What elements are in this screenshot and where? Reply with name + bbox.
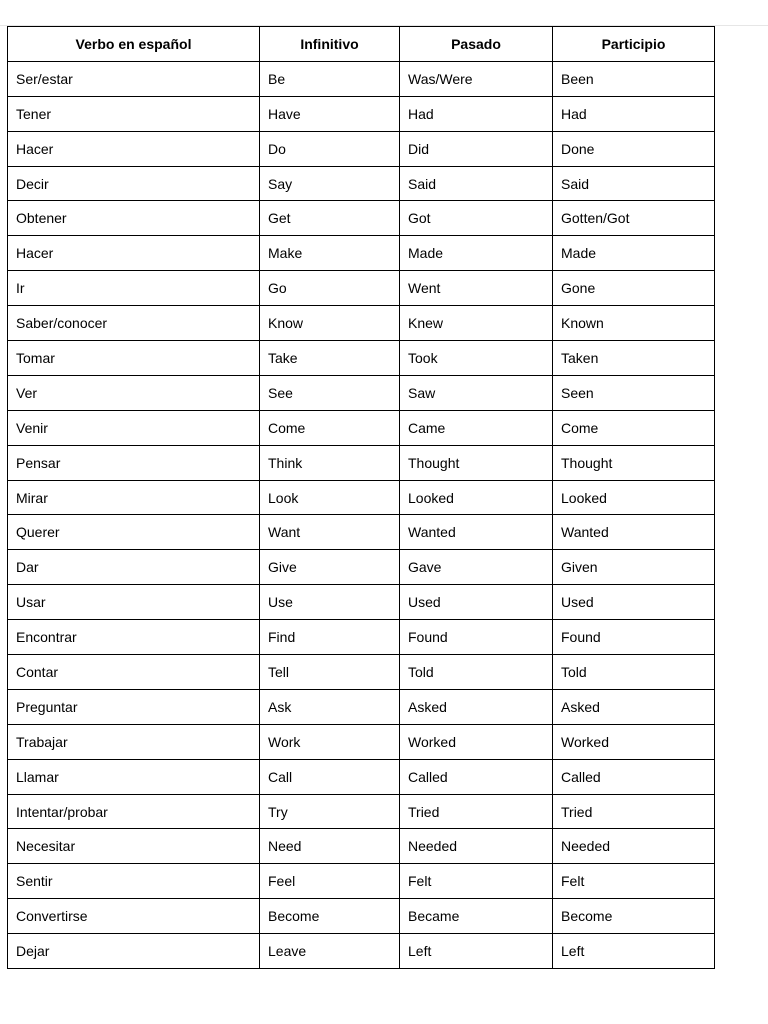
cell-spanish-verb: Trabajar bbox=[8, 724, 260, 759]
cell-past: Called bbox=[400, 759, 553, 794]
cell-participle: Tried bbox=[553, 794, 715, 829]
cell-infinitive: Try bbox=[260, 794, 400, 829]
cell-infinitive: Come bbox=[260, 410, 400, 445]
cell-infinitive: Know bbox=[260, 306, 400, 341]
cell-spanish-verb: Intentar/probar bbox=[8, 794, 260, 829]
table-row bbox=[8, 375, 715, 410]
table-row bbox=[8, 410, 715, 445]
cell-past: Knew bbox=[400, 306, 553, 341]
table-row bbox=[8, 899, 715, 934]
table-row bbox=[8, 131, 715, 166]
cell-participle: Known bbox=[553, 306, 715, 341]
cell-spanish-verb: Ver bbox=[8, 375, 260, 410]
cell-infinitive: Leave bbox=[260, 934, 400, 969]
cell-infinitive: Use bbox=[260, 585, 400, 620]
cell-participle: Done bbox=[553, 131, 715, 166]
table-row bbox=[8, 445, 715, 480]
cell-past: Tried bbox=[400, 794, 553, 829]
cell-spanish-verb: Convertirse bbox=[8, 899, 260, 934]
cell-spanish-verb: Preguntar bbox=[8, 689, 260, 724]
cell-spanish-verb: Llamar bbox=[8, 759, 260, 794]
table-row bbox=[8, 724, 715, 759]
cell-participle: Left bbox=[553, 934, 715, 969]
cell-spanish-verb: Venir bbox=[8, 410, 260, 445]
table-row bbox=[8, 864, 715, 899]
table-row bbox=[8, 829, 715, 864]
cell-participle: Seen bbox=[553, 375, 715, 410]
cell-spanish-verb: Necesitar bbox=[8, 829, 260, 864]
cell-infinitive: Have bbox=[260, 96, 400, 131]
table-body bbox=[8, 61, 715, 968]
cell-participle: Come bbox=[553, 410, 715, 445]
table-row bbox=[8, 515, 715, 550]
cell-spanish-verb: Contar bbox=[8, 655, 260, 690]
header-infinitive: Infinitivo bbox=[260, 27, 400, 62]
cell-participle: Told bbox=[553, 655, 715, 690]
cell-past: Came bbox=[400, 410, 553, 445]
header-participle: Participio bbox=[553, 27, 715, 62]
cell-participle: Been bbox=[553, 61, 715, 96]
cell-past: Said bbox=[400, 166, 553, 201]
cell-spanish-verb: Ser/estar bbox=[8, 61, 260, 96]
cell-infinitive: Call bbox=[260, 759, 400, 794]
table-row bbox=[8, 96, 715, 131]
table-row bbox=[8, 201, 715, 236]
cell-infinitive: Look bbox=[260, 480, 400, 515]
irregular-verbs-table bbox=[7, 26, 715, 969]
cell-infinitive: See bbox=[260, 375, 400, 410]
cell-past: Looked bbox=[400, 480, 553, 515]
table-row bbox=[8, 61, 715, 96]
cell-participle: Used bbox=[553, 585, 715, 620]
cell-spanish-verb: Sentir bbox=[8, 864, 260, 899]
cell-past: Had bbox=[400, 96, 553, 131]
cell-past: Became bbox=[400, 899, 553, 934]
cell-past: Thought bbox=[400, 445, 553, 480]
header-spanish-verb: Verbo en español bbox=[8, 27, 260, 62]
cell-spanish-verb: Pensar bbox=[8, 445, 260, 480]
cell-infinitive: Tell bbox=[260, 655, 400, 690]
table-row bbox=[8, 166, 715, 201]
table-row bbox=[8, 306, 715, 341]
table-row bbox=[8, 655, 715, 690]
cell-infinitive: Think bbox=[260, 445, 400, 480]
cell-past: Took bbox=[400, 341, 553, 376]
cell-participle: Felt bbox=[553, 864, 715, 899]
cell-infinitive: Do bbox=[260, 131, 400, 166]
table-row bbox=[8, 585, 715, 620]
cell-spanish-verb: Tomar bbox=[8, 341, 260, 376]
table-row bbox=[8, 341, 715, 376]
cell-past: Used bbox=[400, 585, 553, 620]
cell-participle: Needed bbox=[553, 829, 715, 864]
cell-participle: Given bbox=[553, 550, 715, 585]
cell-past: Worked bbox=[400, 724, 553, 759]
cell-participle: Thought bbox=[553, 445, 715, 480]
cell-participle: Asked bbox=[553, 689, 715, 724]
cell-infinitive: Ask bbox=[260, 689, 400, 724]
cell-past: Needed bbox=[400, 829, 553, 864]
cell-participle: Worked bbox=[553, 724, 715, 759]
cell-spanish-verb: Mirar bbox=[8, 480, 260, 515]
cell-past: Left bbox=[400, 934, 553, 969]
cell-participle: Made bbox=[553, 236, 715, 271]
cell-participle: Found bbox=[553, 620, 715, 655]
cell-infinitive: Be bbox=[260, 61, 400, 96]
cell-past: Felt bbox=[400, 864, 553, 899]
cell-infinitive: Need bbox=[260, 829, 400, 864]
cell-spanish-verb: Tener bbox=[8, 96, 260, 131]
cell-spanish-verb: Decir bbox=[8, 166, 260, 201]
cell-spanish-verb: Saber/conocer bbox=[8, 306, 260, 341]
table-row bbox=[8, 620, 715, 655]
table-header bbox=[8, 27, 715, 62]
cell-infinitive: Go bbox=[260, 271, 400, 306]
cell-past: Made bbox=[400, 236, 553, 271]
cell-participle: Wanted bbox=[553, 515, 715, 550]
cell-past: Saw bbox=[400, 375, 553, 410]
cell-infinitive: Say bbox=[260, 166, 400, 201]
header-past: Pasado bbox=[400, 27, 553, 62]
cell-spanish-verb: Dejar bbox=[8, 934, 260, 969]
cell-past: Gave bbox=[400, 550, 553, 585]
cell-spanish-verb: Usar bbox=[8, 585, 260, 620]
cell-participle: Said bbox=[553, 166, 715, 201]
cell-participle: Had bbox=[553, 96, 715, 131]
cell-participle: Gotten/Got bbox=[553, 201, 715, 236]
cell-spanish-verb: Hacer bbox=[8, 236, 260, 271]
cell-infinitive: Give bbox=[260, 550, 400, 585]
cell-participle: Gone bbox=[553, 271, 715, 306]
cell-infinitive: Find bbox=[260, 620, 400, 655]
cell-past: Found bbox=[400, 620, 553, 655]
cell-participle: Taken bbox=[553, 341, 715, 376]
cell-spanish-verb: Obtener bbox=[8, 201, 260, 236]
table-row bbox=[8, 794, 715, 829]
cell-spanish-verb: Dar bbox=[8, 550, 260, 585]
cell-spanish-verb: Querer bbox=[8, 515, 260, 550]
cell-participle: Become bbox=[553, 899, 715, 934]
table-row bbox=[8, 550, 715, 585]
table-row bbox=[8, 480, 715, 515]
cell-infinitive: Make bbox=[260, 236, 400, 271]
table-row bbox=[8, 934, 715, 969]
cell-infinitive: Want bbox=[260, 515, 400, 550]
table-row bbox=[8, 689, 715, 724]
table-row bbox=[8, 759, 715, 794]
cell-participle: Looked bbox=[553, 480, 715, 515]
table-row bbox=[8, 236, 715, 271]
cell-past: Was/Were bbox=[400, 61, 553, 96]
table-row bbox=[8, 271, 715, 306]
cell-past: Got bbox=[400, 201, 553, 236]
cell-past: Wanted bbox=[400, 515, 553, 550]
cell-infinitive: Become bbox=[260, 899, 400, 934]
cell-participle: Called bbox=[553, 759, 715, 794]
cell-spanish-verb: Ir bbox=[8, 271, 260, 306]
cell-spanish-verb: Hacer bbox=[8, 131, 260, 166]
cell-past: Did bbox=[400, 131, 553, 166]
cell-past: Went bbox=[400, 271, 553, 306]
cell-infinitive: Feel bbox=[260, 864, 400, 899]
cell-infinitive: Take bbox=[260, 341, 400, 376]
cell-past: Asked bbox=[400, 689, 553, 724]
cell-infinitive: Get bbox=[260, 201, 400, 236]
header-row bbox=[8, 27, 715, 62]
cell-spanish-verb: Encontrar bbox=[8, 620, 260, 655]
cell-infinitive: Work bbox=[260, 724, 400, 759]
cell-past: Told bbox=[400, 655, 553, 690]
